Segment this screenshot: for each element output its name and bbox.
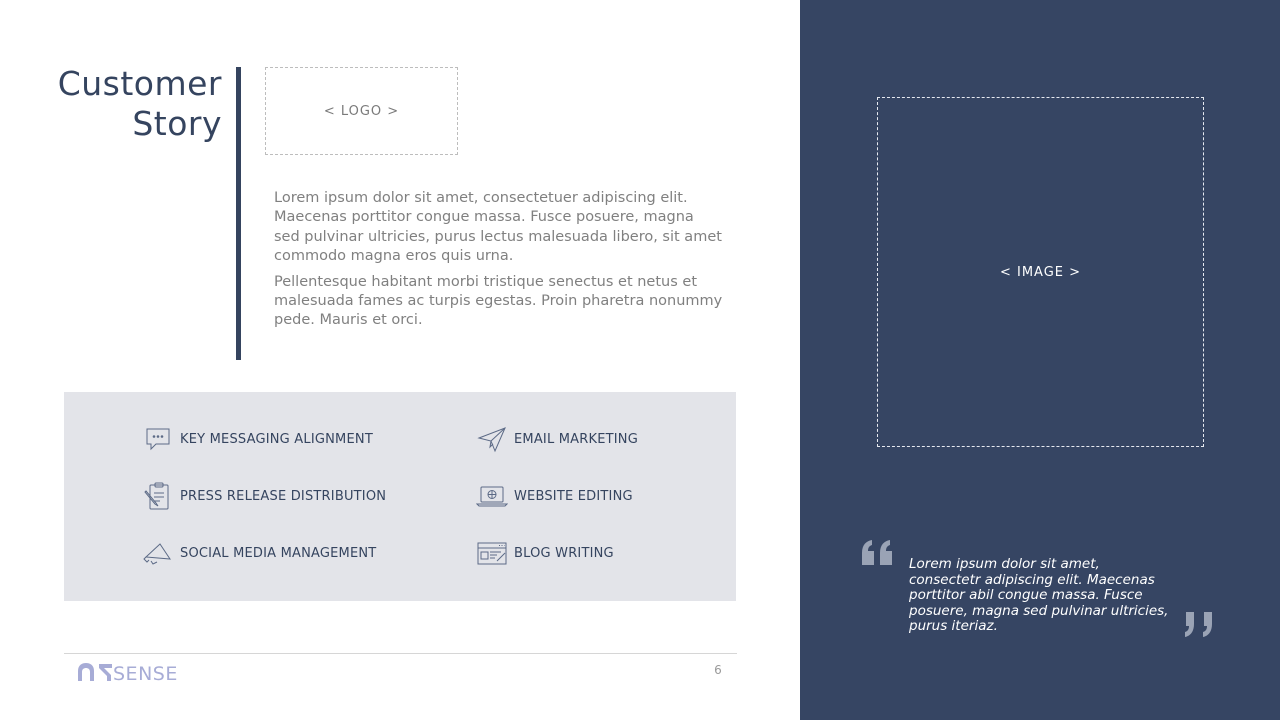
image-placeholder-label: < IMAGE > [999,264,1082,280]
speech-bubble-icon [142,424,174,454]
body-text [274,189,724,331]
title-line-1: Customer [57,64,222,103]
service-website-editing [476,481,633,511]
accent-bar [236,67,241,360]
service-social-media [142,538,376,568]
paragraph-2: Pellentesque habitant morbi tristique senectus et netus et malesuada fames ac turpis egestas. Proin pharetra nonummy pede. Mauris et orci. [274,273,723,329]
clipboard-pen-icon [142,481,174,511]
service-press-release [142,481,386,511]
slide-title [40,64,222,144]
service-label: PRESS RELEASE DISTRIBUTION [180,488,387,504]
open-quote-icon [858,535,898,571]
services-panel [64,392,736,601]
footer-divider [64,653,737,654]
laptop-globe-icon [476,481,508,511]
browser-edit-icon [476,538,508,568]
service-key-messaging [142,424,373,454]
megaphone-icon [142,538,174,568]
service-label: KEY MESSAGING ALIGNMENT [180,431,373,447]
service-label: SOCIAL MEDIA MANAGEMENT [180,545,377,561]
service-label: BLOG WRITING [514,545,614,561]
service-blog-writing [476,538,614,568]
paper-plane-icon [476,424,508,454]
service-label: EMAIL MARKETING [514,431,638,447]
close-quote-icon [1182,606,1222,642]
brand-logo [78,661,188,685]
testimonial-quote: Lorem ipsum dolor sit amet, consectetr adipiscing elit. Maecenas porttitor abil congue massa. Fusce posuere, magna sed pulvinar ultricies, purus iteriaz. [909,556,1169,634]
page-number: 6 [714,663,722,677]
brand-name: SENSE [113,663,178,685]
title-line-2: Story [132,104,222,143]
service-label: WEBSITE EDITING [514,488,633,504]
service-email-marketing [476,424,638,454]
logo-placeholder[interactable] [265,67,458,155]
logo-placeholder-label: < LOGO > [323,103,400,119]
paragraph-1: Lorem ipsum dolor sit amet, consectetuer adipiscing elit. Maecenas porttitor congue massa. Fusce posuere, magna sed pulvinar ultricies, purus lectus malesuada libero, sit amet commodo magna eros quis urna. [274,190,722,265]
image-placeholder[interactable] [877,97,1204,447]
brand-logo-icon [78,661,188,685]
